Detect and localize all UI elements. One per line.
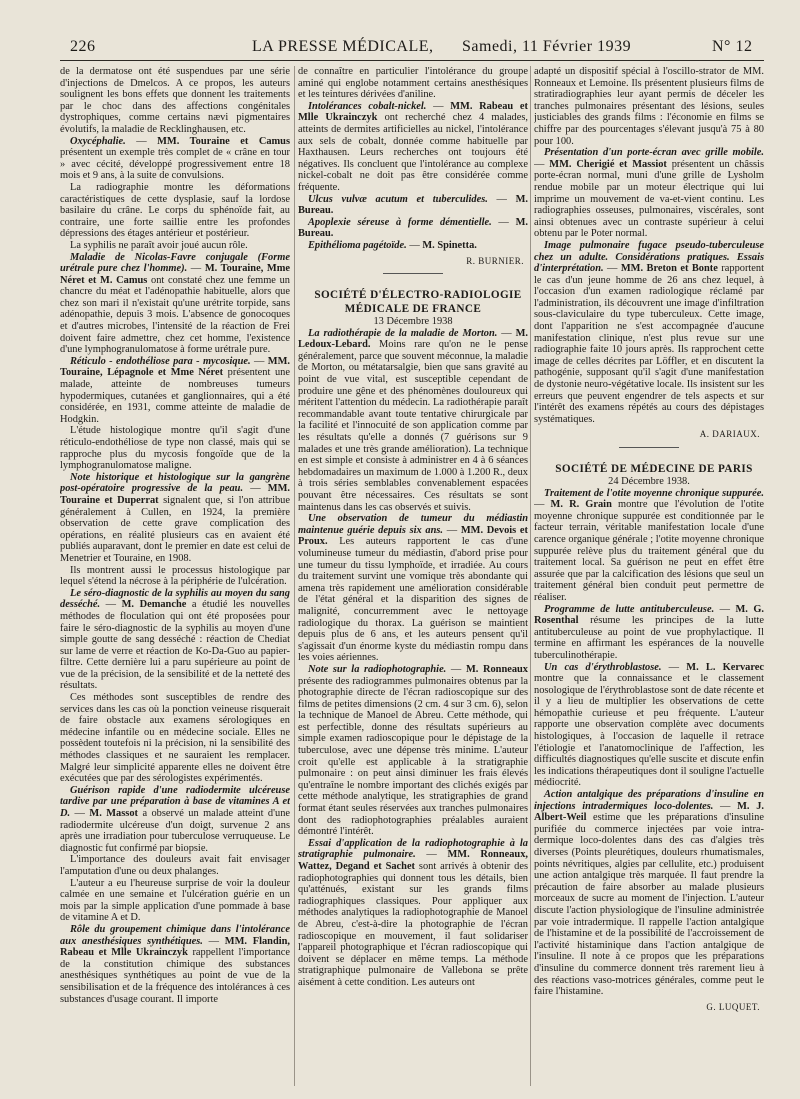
- article-entry: La radiothérapie de la maladie de Morton. — M. Ledoux-Lebard. Moins rare qu'on ne le pense généralement, parce que souvent méconnue, la maladie de Morton, ou métatarsalgie, bien que sans gravité au point de vue vital, est susceptible cependant de produire une gêne et des phénomènes douloureux qui méritent l'attention du médecin. La radiothérapie paraît recommandable avant toute tentative chirurgicale par la facilité et l'innocuité de son application comme par les résultats qu'elle a donnés (7 guérisons sur 9 malades et une très grande amélioration). La technique en est simple et consiste à administrer en 4 à 6 séances hebdomadaires un maximum de 1.000 à 1.200 R., deux à trois séries semblables convenablement espacées pouvant être nécessaires. Ces résultats se sont maintenus dans les cas observés et suivis.: [298, 327, 528, 513]
- column-3-part-b: [534, 488, 764, 998]
- paragraph: [60, 66, 290, 136]
- paragraph: [60, 854, 290, 877]
- article-text: présentent un exemple très complet de « crâne en tour » avec cécité, développé progressivement entre 18 mois et 9 ans, à la suite de convulsions.: [60, 147, 290, 182]
- article-title: Traitement de l'otite moyenne chronique suppurée.: [544, 487, 764, 499]
- society-title: SOCIÉTÉ DE MÉDECINE DE PARIS: [555, 463, 753, 475]
- article-authors: MM. Touraine, Lépagnole et Mme Néret: [60, 355, 290, 379]
- column-2-part-a: [298, 66, 528, 252]
- article-text: de connaître en particulier l'intolérance du groupe aminé qui englobe notamment certains anesthésiques et les teintures dérivées d'aniline.: [298, 66, 528, 101]
- article-authors: MM. Breton et Bonte: [620, 263, 718, 275]
- article-title: Apoplexie séreuse à forme démentielle.: [308, 216, 492, 228]
- article-text: sont arrivés à obtenir des radiophotographies qui donnent tous les détails, bien qu'atténués, existant sur les grands films radiographiques classiques. Pour appliquer aux méthodes analytiques la radiophotographie de Manoel de Abreu, c'est-à-dire la photographie de l'écran radioscopique en mouvement, il faut solidariser l'appareil photographique et l'écran radioscopique qui doivent se déplacer en même temps. La méthode stratigraphique pulmonaire de Vallebona se prête aisément à cette condition. Les auteurs ont: [298, 861, 528, 988]
- article-authors: MM. Touraine et Duperrat: [60, 483, 290, 506]
- article-title: Ulcus vulvæ acutum et tuberculides.: [308, 193, 488, 205]
- article-entry: Rôle du groupement chimique dans l'intolérance aux anesthésiques synthétiques. — MM. Flandin, Rabeau et Mlle Ukrainczyk rappellent l'importance de la constitution chimique des substances anesthésiques synthétiques au point de vue de la sensibilisation et de la fréquence des intolérances à ces substances d'usage courant. Il importe: [60, 923, 290, 1005]
- paragraph: [60, 565, 290, 588]
- article-title: Programme de lutte antituberculeuse.: [544, 603, 715, 615]
- article-entry: Guérison rapide d'une radiodermite ulcéreuse tardive par une préparation à base de vitamines A et D. — M. Massot a observé un malade atteint d'une radiodermite ulcéreuse d'un doigt, survenue 2 ans après une irradiation pour tuberculose verruqueuse. Le diagnostic fut confirmé par biopsie.: [60, 784, 290, 854]
- article-text: montre que l'évolution de l'otite moyenne chronique suppurée est conditionnée par le facteur terrain, véritable manifestation locale d'une carence organique générale ; l'otite moyenne chronique suppurée relève plus du traitement général que du traitement local. Sa guérison ne peut en effet être assurée que par la calcification des lésions que seul un traitement général bien conduit peut permettre de réaliser.: [534, 499, 764, 603]
- article-authors: MM. Rabeau et Mlle Ukrainczyk: [298, 100, 528, 124]
- article-authors: M. Ronneaux: [465, 663, 528, 675]
- article-title: Maladie de Nicolas-Favre conjugale (Forme urétrale pure chez l'homme).: [60, 251, 290, 275]
- article-title: La radiothérapie de la maladie de Morton.: [308, 327, 498, 339]
- society-title: SOCIÉTÉ D'ÉLECTRO-RADIOLOGIE MÉDICALE DE FRANCE: [314, 289, 522, 316]
- article-text: ont constaté chez une femme un chancre du méat et l'adénopathie habituelle, alors que chez son mari il n'existait qu'une urétrite torpide, sans adénopathie, depuis 3 mois. L'absence de gonocoques et d'autres microbes, l'intensité de la réaction de Frei doivent faire admettre, chez cet homme, l'existence d'une lymphogranulomatose à forme urétrale pure.: [60, 274, 290, 356]
- article-entry: Essai d'application de la radiophotographie à la stratigraphie pulmonaire. — MM. Ronneaux, Wattez, Degand et Sachet sont arrivés à obtenir des radiophotographies qui donnent tous les détails, bien qu'atténués, existant sur les grands films radiographiques classiques. Pour appliquer aux méthodes analytiques la radiophotographie de Manoel de Abreu, c'est-à-dire la photographie de l'écran radioscopique en mouvement, il faut solidariser l'appareil photographique et l'écran radioscopique qui doivent se déplacer en même temps. La méthode stratigraphique pulmonaire de Vallebona se prête aisément à cette condition. Les auteurs ont: [298, 837, 528, 988]
- article-authors: M. Massot: [89, 808, 138, 819]
- article-title: Guérison rapide d'une radiodermite ulcéreuse tardive par une préparation à base de vitamines A et D.: [60, 784, 290, 819]
- article-text: L'étude histologique montre qu'il s'agit d'une réticulo-endothéliose de type non classé, mais qui se rapproche plus du mycosis fongoïde que de la lymphogranulomatose maligne.: [60, 425, 290, 472]
- article-text: Ces méthodes sont susceptibles de rendre des services dans les cas où la ponction veineuse risquerait de faire obstacle aux examens sérologiques en médecine infantile ou en médecine sociale. Elles ne possèdent toutefois ni la précision, ni la sensibilité des méthodes classiques et ne sauraient les remplacer. Malgré leur simplicité apparente elles ne doivent être exécutées que par des sérologistes expérimentés.: [60, 692, 290, 785]
- paragraph: [534, 66, 764, 147]
- article-authors: M. Bureau.: [298, 193, 528, 217]
- article-entry: Epithélioma pagétoïde. — M. Spinetta.: [308, 239, 477, 251]
- article-authors: M. Bureau.: [298, 216, 528, 240]
- article-text: rapportent le cas d'un jeune homme de 26 ans chez lequel, à l'occasion d'un examen radiologique réclamé par l'administration, ils découvrent une image d'infiltration sous-claviculaire du type tuberculeux. Cette image, dont l'apparition ne s'est accompagnée d'aucune manifestation clinique, n'est plus revue sur une radiographie faite 10 jours après. Ils rapprochent cette image de celles décrites par Löffler, et en discutent la pathogénie, supposant qu'il s'agit d'une manifestation de dystonie neuro-végétative locale. Ils insistent sur les erreurs que peuvent engendrer de tels aspects et sur l'intérêt des examens répétés au cours des dépistages systématiques.: [534, 263, 764, 425]
- column-divider: [530, 66, 531, 1086]
- article-title: Une observation de tumeur du médiastin maintenue guérie depuis six ans.: [298, 513, 528, 536]
- article-entry: Action antalgique des préparations d'insuline en injections intradermiques loco-dolentes. — M. J. Albert-Weil estime que les préparations d'insuline purifiée du commerce injectées par voie intra-dermique loco-dolentes dans des cas d'algies très diverses (Points pleurétiques, douleurs rhumatismales, points névritiques, algies par cellulite, etc.) produisent une action antalgique très marquée. Il faut prendre la précaution de faire absorber au malade plusieurs morceaux de sucre au moment de l'injection. L'auteur discute l'action physiologique de l'insuline administrée par voie intradermique. Il rappelle l'action antalgique de l'histamine et de la possibilité de l'accroissement de l'activité histaminique dans l'action antalgique de l'insuline. Il note à ce propos que les préparations d'insuline du commerce donnent très rarement lieu à des réactions vaso-motrices générales, comme peut le faire l'histamine.: [534, 789, 764, 998]
- article-text: a observé un malade atteint d'une radiodermite ulcéreuse d'un doigt, survenue 2 ans après une irradiation pour tuberculose verruqueuse. Le diagnostic fut confirmé par biopsie.: [60, 808, 290, 854]
- signature: G. LUQUET.: [706, 1001, 760, 1012]
- article-title: Intolérances cobalt-nickel.: [308, 100, 427, 112]
- article-entry: Maladie de Nicolas-Favre conjugale (Forme urétrale pure chez l'homme). — M. Touraine, Mme Néret et M. Camus ont constaté chez une femme un chancre du méat et l'adénopathie habituelle, alors que chez son mari il n'existait qu'une urétrite torpide, sans adénopathie, depuis 3 mois. L'absence de gonocoques et d'autres microbes, l'intensité de la réaction de Frei doivent faire admettre, chez cet homme, l'existence d'une lymphogranulomatose à forme urétrale pure.: [60, 251, 290, 356]
- article-entry: Une observation de tumeur du médiastin maintenue guérie depuis six ans. — MM. Devois et Proux. Les auteurs rapportent le cas d'une volumineuse tumeur du médiastin, d'abord prise pour une tumeur du tissu lymphoïde, et irradiée. Au cours du traitement survint une vomique très abondante qui amena très rapidement une amélioration considérable de l'état général et la disparition des signes de malignité, concurremment avec le nettoyage radiologique du thorax. La guérison se maintient depuis plus de 6 ans, et les auteurs pensent qu'il s'agissait d'un énorme kyste du médiastin rompu dans les voies aériennes.: [298, 513, 528, 664]
- article-text: Moins rare qu'on ne le pense généralement, parce que souvent méconnue, la maladie de Morton, ou métatarsalgie, bien que sans gravité au point de vue vital, est susceptible cependant de produire une gêne et des phénomènes douloureux qui méritent l'attention du médecin. La radiothérapie paraît recommandable avant toute tentative chirurgicale par la facilité et l'innocuité de son application comme par les résultats qu'elle a donnés (7 guérisons sur 9 malades et une très grande amélioration). La technique en est simple et consiste à administrer en 4 à 6 séances hebdomadaires un maximum de 1.000 à 1.200 R., deux à trois séries semblables convenablement espacées pouvant être nécessaires. Ces résultats se sont maintenus dans les cas observés et suivis.: [298, 339, 528, 513]
- section-rule: [383, 273, 443, 274]
- article-entry: Réticulo - endothéliose para - mycosique. — MM. Touraine, Lépagnole et Mme Néret présentent une malade, atteinte de nombreuses tumeurs hypodermiques, cutanées et ganglionnaires, qui a été considérée, en 1931, comme atteinte de maladie de Hodgkin.: [60, 355, 290, 425]
- article-title: Le séro-diagnostic de la syphilis au moyen du sang desséché.: [60, 587, 290, 611]
- header-rule: [60, 60, 764, 61]
- article-authors: MM. Cherigié et Massiot: [549, 158, 667, 170]
- article-text: L'importance des douleurs avait fait envisager l'amputation d'une ou deux phalanges.: [60, 854, 290, 877]
- article-title: Note sur la radiophotographie.: [308, 663, 447, 675]
- column-divider: [294, 66, 295, 1086]
- column-3-part-a: [534, 66, 764, 425]
- article-text: rappellent l'importance de la constitution chimique des substances anesthésiques synthétiques au point de vue de la sensibilisation et de la fréquence des intolérances à ces substances d'usage courant. Il importe: [60, 947, 290, 1005]
- signature: R. BURNIER.: [466, 255, 524, 266]
- article-text: La radiographie montre les déformations caractéristiques de cette dysplasie, sauf la lordose basilaire du crâne. Le corps du sphénoïde fait, au contraire, une forte saillie entre les profondes dépressions des étages antérieur et postérieur.: [60, 181, 290, 240]
- article-authors: M. Touraine, Mme Néret et M. Camus: [60, 263, 290, 286]
- article-title: Oxycéphalie.: [70, 135, 126, 147]
- article-text: a étudié les nouvelles méthodes de floculation qui ont été proposées pour faire le séro-diagnostic de la syphilis au moyen d'une simple goutte de sang desséché : réaction de Chediat sur lame de verre et réaction de Ko-Da-Guo au papier-filtre. Cette dernière lui a paru supérieure au point de vue de la précision, de la sensibilité et de la netteté des résultats.: [60, 599, 290, 692]
- article-title: Réticulo - endothéliose para - mycosique.: [70, 355, 251, 367]
- article-text: présentent un châssis porte-écran normal, muni d'une grille de Lysholm rendue mobile par un moteur électrique qui lui imprime un mouvement de va-et-vient continu. Les radiographies osseuses, pulmonaires, viscérales, sont ainsi obtenues avec un contraste supérieur à celui obtenu par le Poter normal.: [534, 158, 764, 240]
- article-title: Essai d'application de la radiophotographie à la stratigraphie pulmonaire.: [298, 837, 528, 861]
- article-title: Image pulmonaire fugace pseudo-tuberculeuse chez un adulte. Considérations pratiques. Essais d'interprétation.: [534, 239, 764, 275]
- article-entry: Un cas d'érythroblastose. — M. L. Kervarec montre que la connaissance et le classement nosologique de l'érythroblastose sont de date récente et il y a lieu de multiplier les observations de cette hémopathie curieuse et peu fréquente. L'auteur rapporte une observation complète avec documents histologiques, à l'occasion de laquelle il retrace l'étiologie et l'anatomoclinique de l'affection, les difficultés diagnostiques qu'elle suscite et discute enfin les indications thérapeutiques dont il souligne l'actuelle médiocrité.: [534, 661, 764, 789]
- article-authors: MM. Flandin, Rabeau et Mlle Ukrainczyk: [60, 935, 290, 959]
- page-number: 226: [70, 38, 96, 55]
- article-entry: Le séro-diagnostic de la syphilis au moyen du sang desséché. — M. Demanche a étudié les nouvelles méthodes de floculation qui ont été proposées pour faire le séro-diagnostic de la syphilis au moyen d'une simple goutte de sang desséché : réaction de Chediat sur lame de verre et réaction de Ko-Da-Guo au papier-filtre. Cette dernière lui a paru supérieure au point de vue de la précision, de la sensibilité et de la netteté des résultats.: [60, 587, 290, 692]
- issue-number: N° 12: [712, 38, 753, 55]
- society-date: 24 Décembre 1938.: [608, 476, 690, 487]
- article-text: signalent que, si l'on attribue généralement à Cullen, en 1924, la première observation de cette grave complication des opérations, en réalité plusieurs cas en avaient été publiés auparavant, dont le premier en date est celui de Menetrier et Touraine, en 1908.: [60, 494, 290, 564]
- article-text: L'auteur a eu l'heureuse surprise de voir la douleur calmée en une semaine et l'ulcération guérie en un mois par la simple application d'une pommade à base de vitamine A et D.: [60, 877, 290, 924]
- article-title: Présentation d'un porte-écran avec grille mobile.: [544, 147, 764, 159]
- article-entry: Apoplexie séreuse à forme démentielle. — M. Bureau.: [298, 216, 528, 240]
- issue-date: Samedi, 11 Février 1939: [462, 38, 632, 55]
- article-text: de la dermatose ont été suspendues par une série d'injections de Dmelcos. A ce propos, les auteurs soulignent les bons effets que donnent les traitements par le choc dans des affections congénitales dystrophiques, comme certains nævi pigmentaires évolutifs, la maladie de Recklinghausen, etc.: [60, 66, 290, 135]
- society-date: 13 Décembre 1938: [373, 316, 453, 328]
- page-header: [62, 36, 764, 60]
- article-entry: Intolérances cobalt-nickel. — MM. Rabeau et Mlle Ukrainczyk ont recherché chez 4 malades, atteints de dermites artificielles au nickel, l'intolérance aux sels de cobalt, donnée comme habituelle par Haxthausen. Leurs recherches ont toujours été négatives. Ils concluent que l'intolérance au complexe nickel-cobalt ne doit pas être considérée comme fréquente.: [298, 100, 528, 193]
- column-3: [534, 66, 764, 1090]
- article-title: Rôle du groupement chimique dans l'intolérance aux anesthésiques synthétiques.: [60, 923, 290, 947]
- signature: A. DARIAUX.: [699, 429, 760, 440]
- article-entry: Oxycéphalie. — MM. Touraine et Camus présentent un exemple très complet de « crâne en tour » avec cécité, développé progressivement entre 18 mois et 9 ans, à la suite de convulsions.: [60, 135, 290, 182]
- article-text: adapté un dispositif spécial à l'oscillo-strator de MM. Ronneaux et Lemoine. Ils présentent plusieurs films de stratiradiographies leur ayant permis de déceler les tranches pulmonaires présentant des lésions, seules justiciables des grands films : l'économie en films se chiffre par des pourcentages s'élevant jusqu'à 75 à 80 pour 100.: [534, 66, 764, 147]
- paragraph: [298, 66, 528, 101]
- paragraph: [60, 240, 290, 252]
- article-text: La syphilis ne paraît avoir joué aucun rôle.: [70, 239, 248, 251]
- section-rule: [619, 447, 679, 448]
- article-entry: Programme de lutte antituberculeuse. — M. G. Rosenthal résume les principes de la lutte antituberculeuse au point de vue prophylactique. Il termine en affirmant les espérances de la nouvelle tuberculinothérapie.: [534, 603, 764, 661]
- article-authors: M. J. Albert-Weil: [534, 800, 764, 824]
- article-text: présentent une malade, atteinte de nombreuses tumeurs hypodermiques, cutanées et ganglionnaires, qui a été considérée, en 1931, comme atteinte de maladie de Hodgkin.: [60, 367, 290, 425]
- article-authors: M. Demanche: [121, 599, 187, 611]
- column-2-part-b: [298, 328, 528, 989]
- article-text: Ils montrent aussi le processus histologique par lequel s'étend la nécrose à la périphérie de l'ulcération.: [60, 564, 290, 588]
- article-title: Action antalgique des préparations d'insuline en injections intradermiques loco-dolentes.: [534, 789, 764, 812]
- journal-title: LA PRESSE MÉDICALE,: [252, 38, 434, 55]
- paragraph: [60, 878, 290, 924]
- paragraph: [60, 182, 290, 240]
- article-authors: M. Ledoux-Lebard.: [298, 327, 528, 351]
- column-1: [60, 66, 290, 1090]
- article-entry: Traitement de l'otite moyenne chronique suppurée. — M. R. Grain montre que l'évolution de l'otite moyenne chronique suppurée est conditionnée par le facteur terrain, véritable manifestation locale d'une carence organique générale ; l'otite moyenne chronique suppurée relève plus du traitement général que du traitement local. Sa guérison ne peut en effet être assurée que par la calcification des lésions que seul un traitement général bien conduit peut permettre de réaliser.: [534, 487, 764, 603]
- article-authors: M. R. Grain: [550, 499, 612, 511]
- article-entry: Ulcus vulvæ acutum et tuberculides. — M. Bureau.: [298, 193, 528, 217]
- article-title: Note historique et histologique sur la gangrène post-opératoire progressive de la peau.: [60, 471, 290, 495]
- article-text: ont recherché chez 4 malades, atteints de dermites artificielles au nickel, l'intolérance aux sels de cobalt, donnée comme habituelle par Haxthausen. Leurs recherches ont toujours été négatives. Ils concluent que l'intolérance au complexe nickel-cobalt ne doit pas être considérée comme fréquente.: [298, 112, 528, 193]
- article-authors: M. L. Kervarec: [686, 661, 764, 673]
- article-authors: MM. Devois et Proux.: [298, 524, 528, 548]
- article-authors: M. Spinetta.: [422, 239, 477, 251]
- article-authors: MM. Ronneaux, Wattez, Degand et Sachet: [298, 849, 528, 872]
- article-entry: Note historique et histologique sur la gangrène post-opératoire progressive de la peau. — MM. Touraine et Duperrat signalent que, si l'on attribue généralement à Cullen, en 1924, la première observation de cette grave complication des opérations, en réalité plusieurs cas en avaient été publiés auparavant, dont le premier en date est celui de Menetrier et Touraine, en 1908.: [60, 471, 290, 564]
- column-2: [298, 66, 528, 1090]
- article-text: résume les principes de la lutte antituberculeuse au point de vue prophylactique. Il termine en affirmant les espérances de la nouvelle tuberculinothérapie.: [534, 615, 764, 661]
- article-text: estime que les préparations d'insuline purifiée du commerce injectées par voie intra-dermique loco-dolentes dans des cas d'algies très diverses (Points pleurétiques, douleurs rhumatismales, points névritiques, algies par cellulite, etc.) produisent une action antalgique très marquée. Il faut prendre la précaution de faire absorber au malade plusieurs morceaux de sucre au moment de l'injection. L'auteur discute l'action physiologique de l'insuline administrée par voie intradermique. Il rappelle l'action antalgique de l'histamine et de la possibilité de l'accroissement de l'activité histaminique dans l'action antalgique de l'insuline. Il note à ce propos que les préparations d'insuline du commerce donnent très rarement lieu à des réactions vaso-motrices générales, comme peut le faire l'histamine.: [534, 812, 764, 998]
- article-entry: Image pulmonaire fugace pseudo-tuberculeuse chez un adulte. Considérations pratiques. Essais d'interprétation. — MM. Breton et Bonte rapportent le cas d'un jeune homme de 26 ans chez lequel, à l'occasion d'un examen radiologique réclamé par l'administration, ils découvrent une image d'infiltration sous-claviculaire du type tuberculeux. Cette image, dont l'apparition ne s'est accompagnée d'aucune manifestation clinique, n'est plus revue sur une radiographie faite 10 jours après. Ils rapprochent cette image de celles décrites par Löffler, et en discutent la pathogénie, supposant qu'il s'agit d'une manifestation de dystonie neuro-végétative locale. Ils insistent sur les erreurs que peuvent engendrer de tels aspects et sur l'intérêt des examens répétés au cours des dépistages systématiques.: [534, 239, 764, 425]
- article-text: présente des radiogrammes pulmonaires obtenus par la photographie directe de l'écran radioscopique sur des films de petites dimensions (2 cm. 4 sur 3 cm. 6), selon la technique de Manoel de Abreu. Cette méthode, qui est perfectible, donne des résultats supérieurs au simple examen radioscopique pour le dépistage de la tuberculose, avec une dépense très minime. L'auteur croit qu'elle est applicable à la stratigraphie pulmonaire : on peut ainsi diminuer les frais élevés qu'entraîne le nombre important des clichés exigés par cette méthode analytique, les stratigraphies de grand format étant seules réservées aux tranches pulmonaires dont des radiophotographies préalables auraient démontré l'intérêt.: [298, 675, 528, 838]
- article-title: Un cas d'érythroblastose.: [544, 661, 662, 673]
- article-text: Les auteurs rapportent le cas d'une volumineuse tumeur du médiastin, d'abord prise pour une tumeur du tissu lymphoïde, et irradiée. Au cours du traitement survint une vomique très abondante qui amena très rapidement une amélioration considérable de l'état général et la disparition des signes de malignité, concurremment avec le nettoyage radiologique du thorax. La guérison se maintient depuis plus de 6 ans, et les auteurs pensent qu'il s'agissait d'un énorme kyste du médiastin rompu dans les voies aériennes.: [298, 536, 528, 664]
- article-authors: MM. Touraine et Camus: [157, 135, 290, 147]
- article-entry: Présentation d'un porte-écran avec grille mobile. — MM. Cherigié et Massiot présentent un châssis porte-écran normal, muni d'une grille de Lysholm rendue mobile par un moteur électrique qui lui imprime un mouvement de va-et-vient continu. Les radiographies osseuses, pulmonaires, viscérales, sont ainsi obtenues avec un contraste supérieur à celui obtenu par le Poter normal.: [534, 147, 764, 240]
- article-entry: Note sur la radiophotographie. — M. Ronneaux présente des radiogrammes pulmonaires obtenus par la photographie directe de l'écran radioscopique sur des films de petites dimensions (2 cm. 4 sur 3 cm. 6), selon la technique de Manoel de Abreu. Cette méthode, qui est perfectible, donne des résultats supérieurs au simple examen radioscopique pour le dépistage de la tuberculose, avec une dépense très minime. L'auteur croit qu'elle est applicable à la stratigraphie pulmonaire : on peut ainsi diminuer les frais élevés qu'entraîne le nombre important des clichés exigés par cette méthode analytique, les stratigraphies de grand format étant seules réservées aux tranches pulmonaires dont des radiophotographies préalables auraient démontré l'intérêt.: [298, 663, 528, 838]
- article-text: montre que la connaissance et le classement nosologique de l'érythroblastose sont de date récente et il y a lieu de multiplier les observations de cette hémopathie curieuse et peu fréquente. L'auteur rapporte une observation complète avec documents histologiques, à l'occasion de laquelle il retrace l'étiologie et l'anatomoclinique de l'affection, les difficultés diagnostiques qu'elle suscite et discute enfin les indications thérapeutiques dont il souligne l'actuelle médiocrité.: [534, 673, 764, 789]
- paragraph: [60, 425, 290, 471]
- article-authors: M. G. Rosenthal: [534, 603, 764, 627]
- paragraph: [60, 692, 290, 785]
- article-title: Epithélioma pagétoïde.: [308, 239, 407, 251]
